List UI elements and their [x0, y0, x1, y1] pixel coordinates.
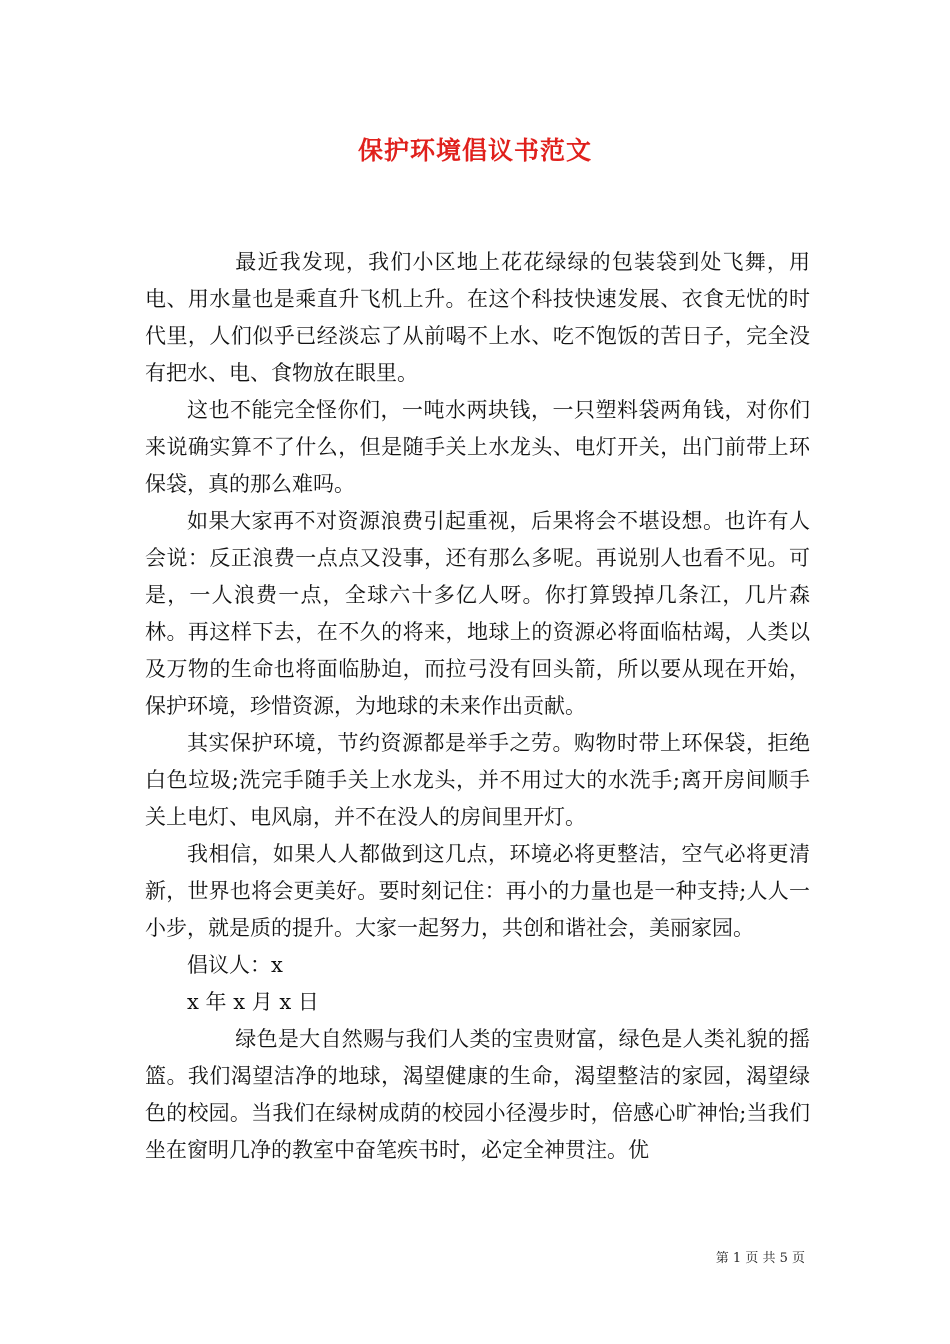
date-line: x 年 x 月 x 日: [187, 990, 319, 1014]
paragraph-6: 绿色是大自然赐与我们人类的宝贵财富，绿色是人类礼貌的摇篮。我们渴望洁净的地球，渴望健康的生命，渴望整洁的家园，渴望绿色的校园。当我们在绿树成荫的校园小径漫步时，倍感心旷神怡;当我们坐在窗明几净的教室中奋笔疾书时，必定全神贯注。优: [145, 1027, 810, 1162]
document-title: 保护环境倡议书范文: [357, 136, 592, 165]
paragraph-2: 这也不能完全怪你们，一吨水两块钱，一只塑料袋两角钱，对你们来说确实算不了什么，但是随手关上水龙头、电灯开关，出门前带上环保袋，真的那么难吗。: [145, 398, 810, 496]
page-number: 第 1 页 共 5 页: [715, 1251, 805, 1266]
paragraph-5: 我相信，如果人人都做到这几点，环境必将更整洁，空气必将更清新，世界也将会更美好。要时刻记住：再小的力量也是一种支持;人人一小步，就是质的提升。大家一起努力，共创和谐社会，美丽家园。: [145, 842, 810, 940]
document-body: [145, 244, 810, 1169]
signer-line: 倡议人：x: [187, 953, 283, 977]
paragraph-4: 其实保护环境，节约资源都是举手之劳。购物时带上环保袋，拒绝白色垃圾;洗完手随手关上水龙头，并不用过大的水洗手;离开房间顺手关上电灯、电风扇，并不在没人的房间里开灯。: [145, 731, 810, 829]
paragraph-3: 如果大家再不对资源浪费引起重视，后果将会不堪设想。也许有人会说：反正浪费一点点又没事，还有那么多呢。再说别人也看不见。可是，一人浪费一点，全球六十多亿人呀。你打算毁掉几条江，几片森林。再这样下去，在不久的将来，地球上的资源必将面临枯竭，人类以及万物的生命也将面临胁迫，而拉弓没有回头箭，所以要从现在开始，保护环境，珍惜资源，为地球的未来作出贡献。: [145, 509, 810, 718]
paragraph-1: 最近我发现，我们小区地上花花绿绿的包装袋到处飞舞，用电、用水量也是乘直升飞机上升。在这个科技快速发展、衣食无忧的时代里，人们似乎已经淡忘了从前喝不上水、吃不饱饭的苦日子，完全没有把水、电、食物放在眼里。: [145, 250, 810, 385]
